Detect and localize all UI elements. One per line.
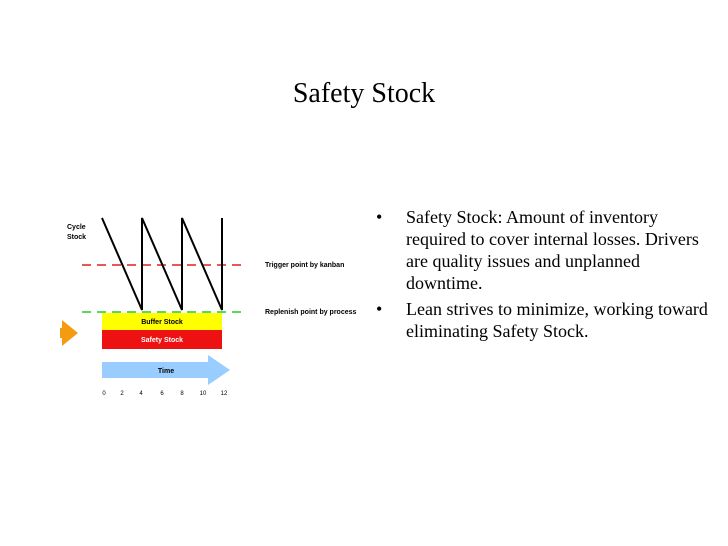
bullet-list	[370, 206, 710, 346]
safety-stock-label: Safety Stock	[140, 337, 184, 344]
buffer-stock-label: Buffer Stock	[141, 319, 183, 326]
replenish-label: Replenish point by process	[265, 309, 357, 316]
time-label: Time	[157, 368, 175, 375]
time-tick: 12	[220, 391, 228, 397]
time-tick: 0	[102, 391, 106, 397]
input-arrow	[60, 320, 78, 346]
time-tick: 4	[139, 391, 143, 397]
bullet-item	[370, 298, 710, 342]
bullet-dot: •	[376, 299, 383, 319]
cycle-stock-sawtooth	[102, 218, 222, 310]
safety-stock-diagram	[60, 200, 360, 405]
trigger-label: Trigger point by kanban	[265, 262, 345, 269]
time-tick: 10	[199, 391, 207, 397]
cycle-stock-label-line2: Stock	[67, 234, 87, 241]
slide-title: Safety Stock	[292, 78, 436, 109]
bullet-item	[370, 206, 710, 294]
bullet-dot: •	[376, 207, 383, 227]
bullet-text: Safety Stock: Amount of inventory required to cover internal losses. Drivers are quality issues and unplanned downtime.	[406, 207, 699, 293]
bullet-text: Lean strives to minimize, working toward eliminating Safety Stock.	[406, 299, 708, 341]
time-tick: 8	[180, 391, 184, 397]
time-tick: 6	[160, 391, 164, 397]
time-tick: 2	[120, 391, 124, 397]
cycle-stock-label-line1: Cycle	[67, 224, 86, 231]
